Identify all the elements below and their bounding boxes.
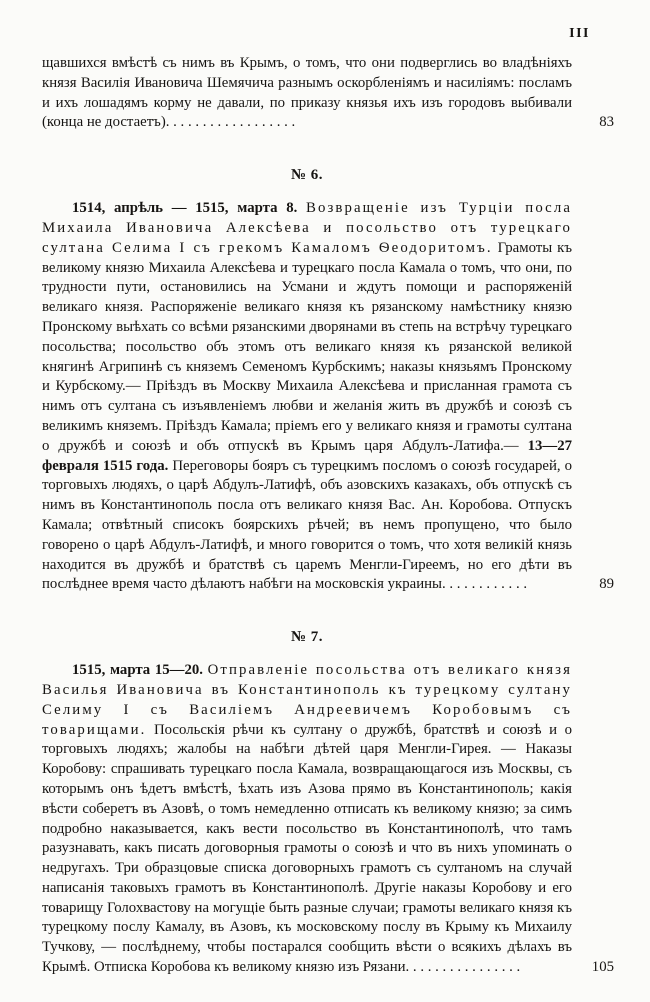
dot-leader: . . . . . . . . . . . . . . . . . — [169, 114, 296, 131]
entry-text-2: Переговоры бояръ съ турецкимъ посломъ о союзѣ государей, о торговыхъ людяхъ, о царѣ Абдулъ-Латифѣ, объ азовскихъ казакахъ, объ отпускѣ съ нимъ въ Константинополь посла отъ великаго князя Вас. Ан. Коробова. Отпускъ Камала; отвѣтный списокъ боярскихъ рѣчей; въ немъ пропущено, что было говорено о царѣ Абдулъ-Латифѣ, и много говорится о томъ, что хотя великій князь находится въ дружбѣ и братствѣ съ царемъ Менгли-Гиреемъ, но его дѣти въ послѣднее время часто дѣлаютъ набѣги на московскія украины. — [42, 457, 572, 593]
entry-7 — [42, 661, 614, 978]
entry-continuation — [42, 54, 614, 133]
entry-date: 1515, марта 15—20. — [72, 662, 208, 679]
entry-title-spaced: Возвращеніе изъ Турціи посла Михаила Ивановича Алексѣева и посольство отъ турецкаго султана Селима I съ грекомъ Камаломъ Ѳеодоритомъ. — [42, 200, 573, 256]
page-ref: 105 — [591, 959, 614, 976]
dot-leader: . . . . . . . . . . . . . . . — [409, 959, 521, 976]
entry-date-inner: 13—27 февраля 1515 года. — [42, 437, 572, 474]
page-ref: 83 — [599, 114, 614, 131]
entry-text: щавшихся вмѣстѣ съ нимъ въ Крымъ, о томъ, что они подверглись во владѣніяхъ князя Василія Ивановича Шемячича разнымъ оскорбленіямъ и насиліямъ: посламъ и ихъ лошадямъ корму не давали, по приказу князья ихъ изъ городовъ выбивали (конца не достаетъ). — [42, 55, 572, 131]
entry-number-7: № 7. — [290, 629, 324, 646]
dot-leader: . . . . . . . . . . . — [445, 576, 528, 593]
entry-title-spaced: Отправленіе посольства отъ великаго князя Василья Ивановича въ Константинополь къ турецкому султану Селиму I съ Василіемъ Андреевичемъ Коробовымъ съ товарищами. — [42, 662, 572, 738]
entry-text: Грамоты къ великому князю Михаила Алексѣева и турецкаго посла Камала о томъ, что они, по трудности пути, остановились на Усмани и ждутъ помощи и распоряженій великаго князя. Распоряженіе великаго князя къ рязанскому намѣстнику князю Пронскому выѣхать со всѣми рязанскими дворянами въ степь на встрѣчу турецкаго посольства; посольство объ этомъ отъ великаго князя къ рязанской великой княгинѣ Агрипинѣ съ княземъ Семеномъ Курбскимъ; наказы князьямъ Пронскому и Курбскому.— Пріѣздъ въ Москву Михаила Алексѣева и присланная грамота съ нимъ отъ султана съ изъявленіемъ любви и желанія жить въ дружбѣ и союзѣ съ великимъ княземъ. Пріѣздъ Камала; пріемъ его у великаго князя и грамоты султана о дружбѣ и союзѣ и объ отпускѣ въ Крымъ царя Абдулъ-Латифа.— — [42, 239, 572, 454]
entry-number-6: № 6. — [290, 167, 324, 184]
entry-text: Посольскія рѣчи къ султану о дружбѣ, братствѣ и союзѣ и о торговыхъ людяхъ; жалобы на набѣги дѣтей царя Менгли-Гирея. — Наказы Коробову: спрашивать турецкаго посла Камала, возвращающагося изъ Москвы, съ которымъ онъ ѣдетъ вмѣстѣ, ѣхать изъ Азова прямо въ Константинополь; какія вѣсти соберетъ въ Азовѣ, о томъ немедленно отписать къ великому князю; за симъ подробно наказывается, какъ вести посольство въ Константинополѣ, что тамъ разузнавать, какъ писать договорныя грамоты о союзѣ и что въ нихъ упоминать о недругахъ. Три образцовые списка договорныхъ грамотъ съ султаномъ на случай написанія таковыхъ грамотъ въ Константинополѣ. Другіе наказы Коробову и его товарищу Голохвастову на могущіе быть разные случаи; грамоты великаго князя къ турецкому послу Камалу, въ Азовъ, къ московскому послу въ Крыму къ Михаилу Тучкову, — послѣднему, чтобы постарался сообщить вѣсти о всякихъ дѣлахъ въ Крымѣ. Отписка Коробова къ великому князю изъ Рязани. — [42, 721, 572, 976]
page-folio: III — [569, 26, 590, 41]
entry-date: 1514, апрѣль — 1515, марта 8. — [72, 200, 307, 217]
entry-6 — [42, 199, 614, 595]
page-ref: 89 — [599, 576, 614, 593]
